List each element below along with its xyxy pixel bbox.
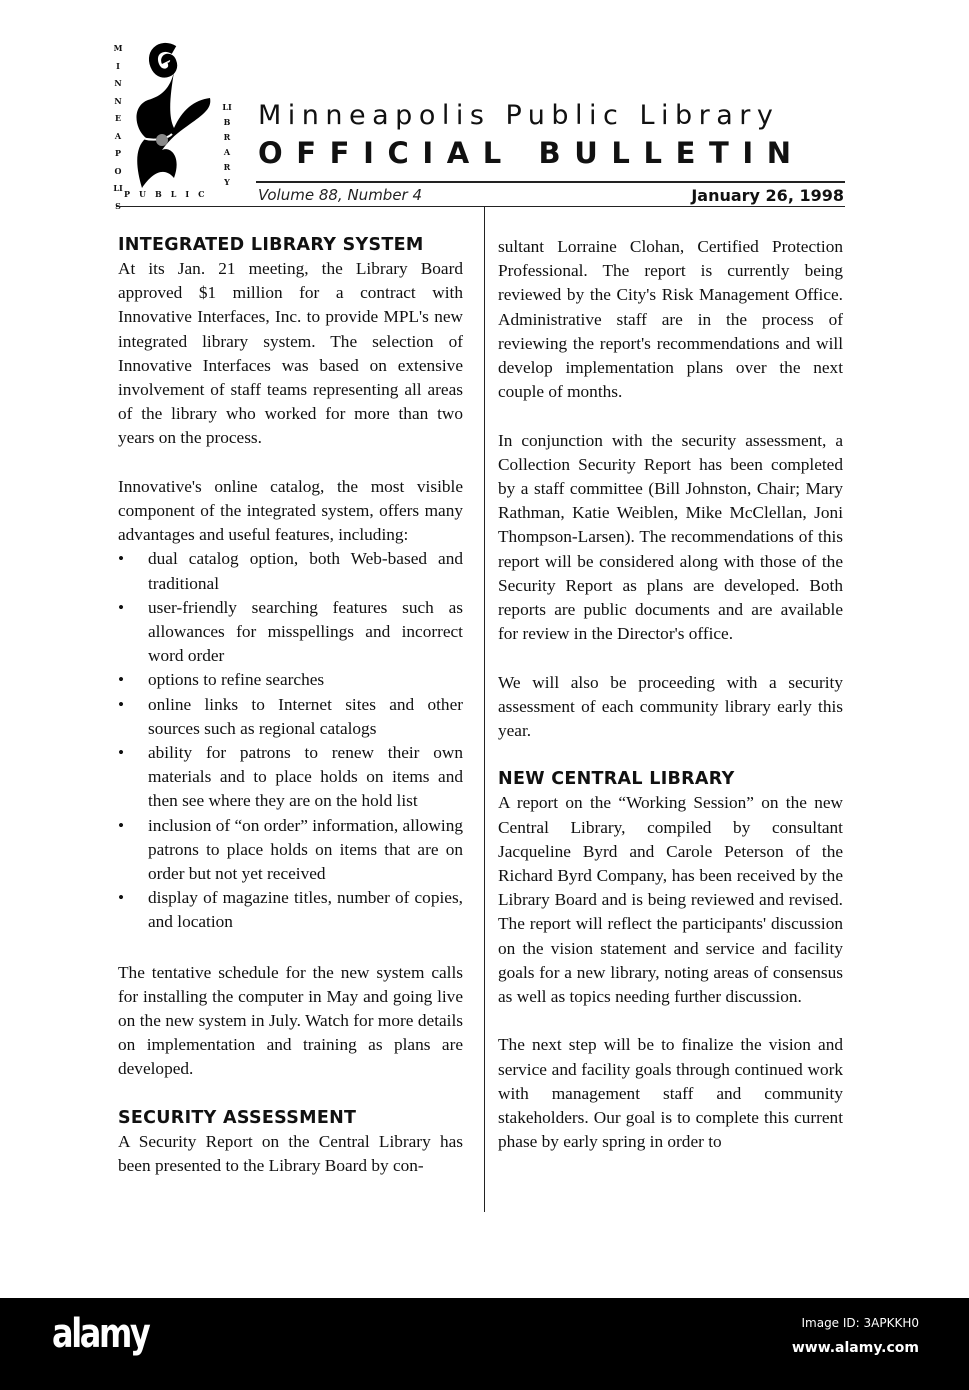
paragraph: sultant Lorraine Clohan, Certified Protection Professional. The report is currently being reviewed by the City's Risk Management Office. Administrative staff are in the process of reviewing the report's recommendations and will develop implementation plans over the next couple of months.	[498, 237, 843, 402]
right-column	[498, 235, 843, 1179]
list-item: • inclusion of “on order” information, allowing patrons to place holds on items that are on order but not yet received	[118, 815, 463, 884]
list-item: • online links to Internet sites and other sources such as regional catalogs	[118, 694, 463, 738]
feature-list	[118, 547, 463, 934]
paragraph: The next step will be to finalize the vision and service and facility goals through continued work with management staff and community stakeholders. Our goal is to complete this current phase by early spring in order to	[498, 1035, 843, 1152]
issue-date: January 26, 1998	[691, 186, 844, 205]
section-heading: SECURITY ASSESSMENT	[118, 1107, 357, 1128]
list-item: • ability for patrons to renew their own materials and to place holds on items and then see where they are on the hold list	[118, 743, 463, 811]
paragraph: In conjunction with the security assessment, a Collection Security Report has been completed by a staff committee (Bill Johnston, Chair; Mary Rathman, Katie Weiblen, Mike McClellan, Joni Thompson-Larsen). The recommendations of this report will be considered along with those of the Security Report as plans are developed. Both reports are public documents and are available for review in the Director's office.	[498, 430, 843, 644]
watermark-logo: alamy	[52, 1311, 149, 1357]
watermark-url: www.alamy.com	[791, 1340, 919, 1356]
list-item: • options to refine searches	[118, 670, 325, 690]
left-column	[118, 233, 463, 1202]
image-id: Image ID: 3APKKH0	[801, 1316, 919, 1330]
list-item: • user-friendly searching features such as allowances for misspellings and incorrect word order	[118, 597, 463, 666]
list-item: • dual catalog option, both Web-based and traditional	[118, 549, 463, 593]
logo-vertical-text-right: LIBRARY	[222, 102, 232, 187]
paragraph: The tentative schedule for the new system calls for installing the computer in May and going live on the new system in July. Watch for more details on implementation and training as plans are developed.	[118, 962, 463, 1079]
bulletin-title: OFFICIAL BULLETIN	[258, 136, 805, 170]
paragraph: A report on the “Working Session” on the new Central Library, compiled by consultant Jacqueline Byrd and Carole Peterson of the Richard Byrd Company, has been received by the Library Board and is being reviewed and revised. The report will reflect the participants' discussion on the vision statement and service and facility goals for a new library, noting areas of consensus as well as topics needing further discussion.	[498, 793, 843, 1007]
library-name: Minneapolis Public Library	[258, 100, 780, 131]
paragraph: Innovative's online catalog, the most visible component of the integrated system, offers many advantages and useful features, including:	[118, 476, 463, 545]
list-item: • display of magazine titles, number of copies, and location	[118, 888, 463, 932]
paragraph: We will also be proceeding with a security assessment of each community library early this year.	[498, 672, 843, 741]
header-rule	[256, 181, 845, 183]
paragraph: At its Jan. 21 meeting, the Library Board approved $1 million for a contract with Innovative Interfaces, Inc. to provide MPL's new integrated library system. The selection of Innovative Interfaces was based on extensive involvement of staff teams representing all areas of the library who worked for more than two years on the process.	[118, 259, 463, 448]
logo-bottom-text: PUBLIC	[124, 189, 214, 199]
volume-number: Volume 88, Number 4	[258, 186, 423, 204]
column-divider	[484, 207, 485, 1212]
header-bottom-rule	[116, 206, 845, 207]
logo-vertical-text: MINNEAPOLI	[113, 43, 123, 193]
watermark-bar	[0, 1298, 969, 1390]
section-heading: INTEGRATED LIBRARY SYSTEM	[118, 235, 424, 255]
paragraph: A Security Report on the Central Library has been presented to the Library Board by con-	[118, 1131, 463, 1176]
section-heading: NEW CENTRAL LIBRARY	[498, 769, 735, 790]
